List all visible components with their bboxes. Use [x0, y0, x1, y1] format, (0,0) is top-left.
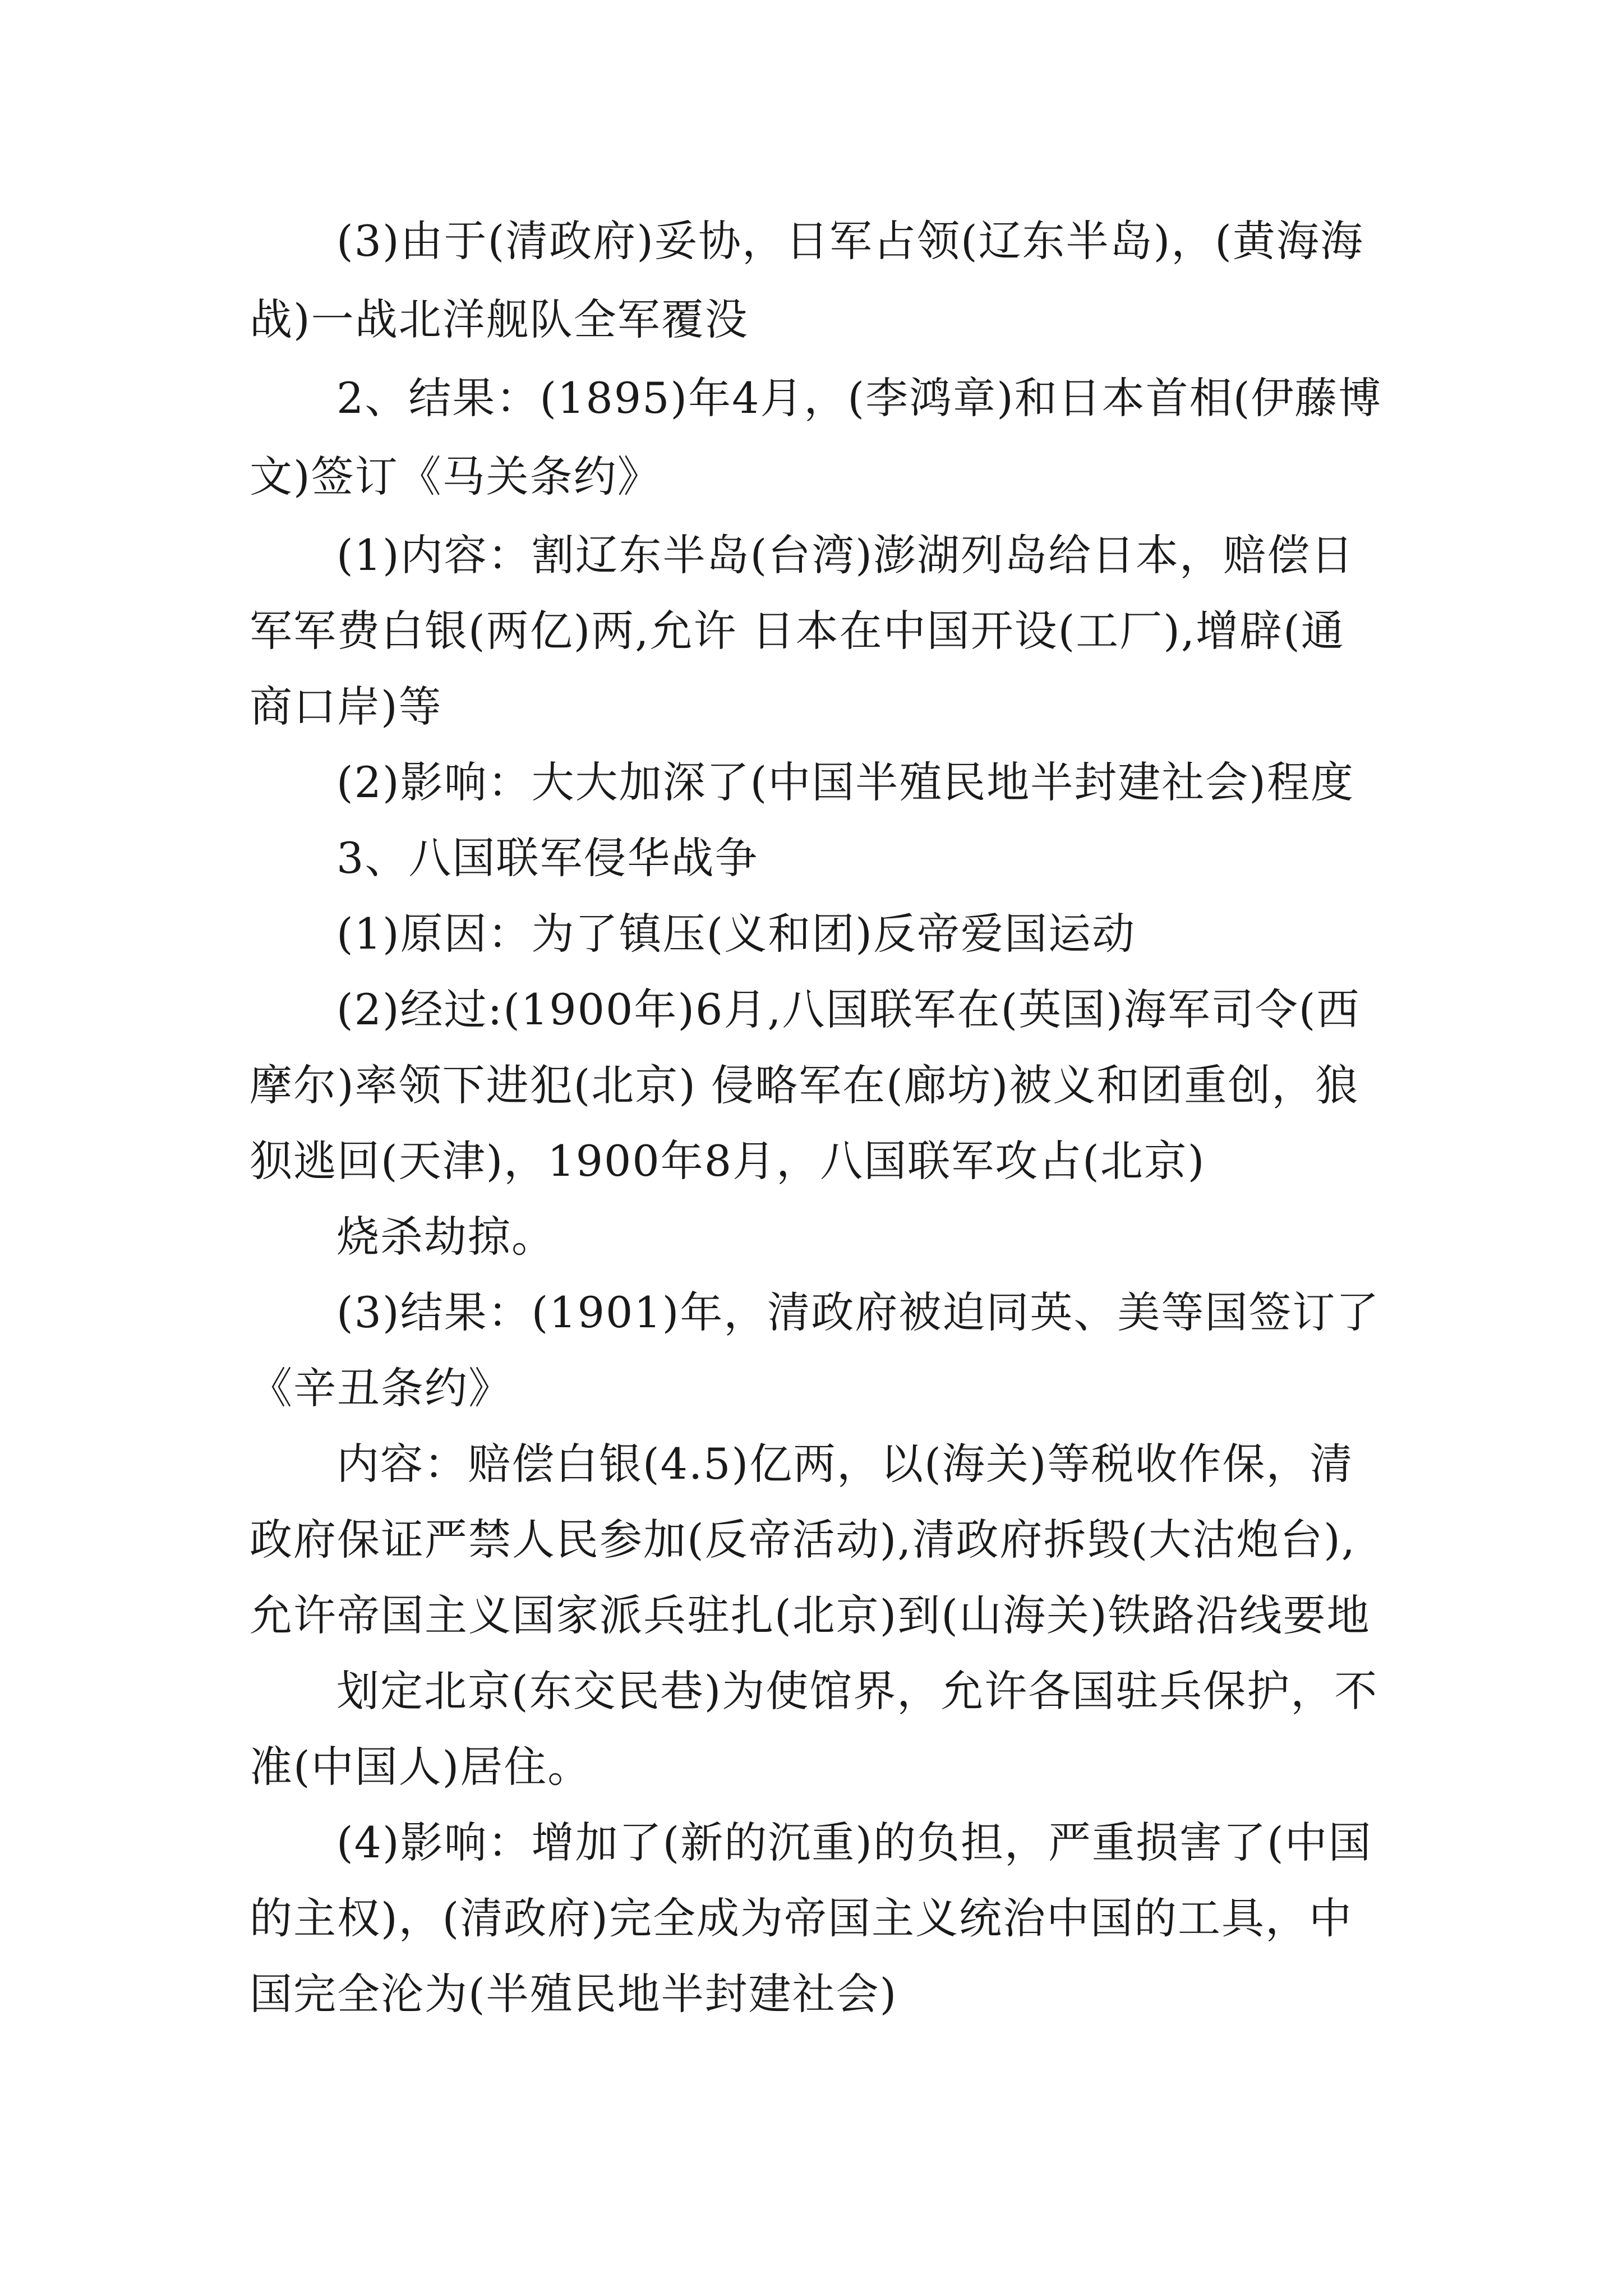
text-line: 国完全沦为(半殖民地半封建社会): [250, 1969, 898, 2019]
section-heading: 3、八国联军侵华战争: [336, 833, 759, 883]
text-line: 狈逃回(天津)，1900年8月，八国联军攻占(北京): [250, 1136, 1206, 1186]
text-line: 军军费白银(两亿)两,允许 日本在中国开设(工厂),增辟(通: [250, 606, 1345, 656]
text-line: (1)内容：割辽东半岛(台湾)澎湖列岛给日本，赔偿日: [336, 530, 1354, 580]
text-line: 允许帝国主义国家派兵驻扎(北京)到(山海关)铁路沿线要地: [250, 1590, 1371, 1640]
text-line: (3)结果：(1901)年，清政府被迫同英、美等国签订了: [336, 1287, 1380, 1337]
text-line: 的主权)，(清政府)完全成为帝国主义统治中国的工具，中: [250, 1893, 1353, 1943]
text-line: 内容：赔偿白银(4.5)亿两，以(海关)等税收作保，清: [336, 1439, 1354, 1489]
text-line: (2)影响：大大加深了(中国半殖民地半封建社会)程度: [336, 757, 1354, 807]
text-line: 准(中国人)居住。: [250, 1742, 592, 1792]
text-line: 政府保证严禁人民参加(反帝活动),清政府拆毁(大沽炮台),: [250, 1515, 1356, 1565]
text-line: 战)一战北洋舰队全军覆没: [250, 295, 749, 344]
text-line: (2)经过:(1900年)6月,八国联军在(英国)海军司令(西: [336, 984, 1361, 1034]
text-line: (4)影响：增加了(新的沉重)的负担，严重损害了(中国: [336, 1818, 1372, 1867]
text-line: 烧杀劫掠。: [336, 1212, 555, 1262]
text-line: 2、结果：(1895)年4月，(李鸿章)和日本首相(伊藤博: [336, 373, 1382, 423]
text-line: 划定北京(东交民巷)为使馆界，允许各国驻兵保护，不: [336, 1666, 1378, 1716]
text-line: (3)由于(清政府)妥协，日军占领(辽东半岛)，(黄海海: [336, 216, 1364, 266]
text-line: 商口岸)等: [250, 682, 442, 731]
text-line: 《辛丑条约》: [250, 1363, 512, 1413]
text-line: 文)签订《马关条约》: [250, 452, 661, 501]
text-line: 摩尔)率领下进犯(北京) 侵略军在(廊坊)被义和团重创，狼: [250, 1060, 1359, 1110]
text-line: (1)原因：为了镇压(义和团)反帝爱国运动: [336, 909, 1136, 959]
